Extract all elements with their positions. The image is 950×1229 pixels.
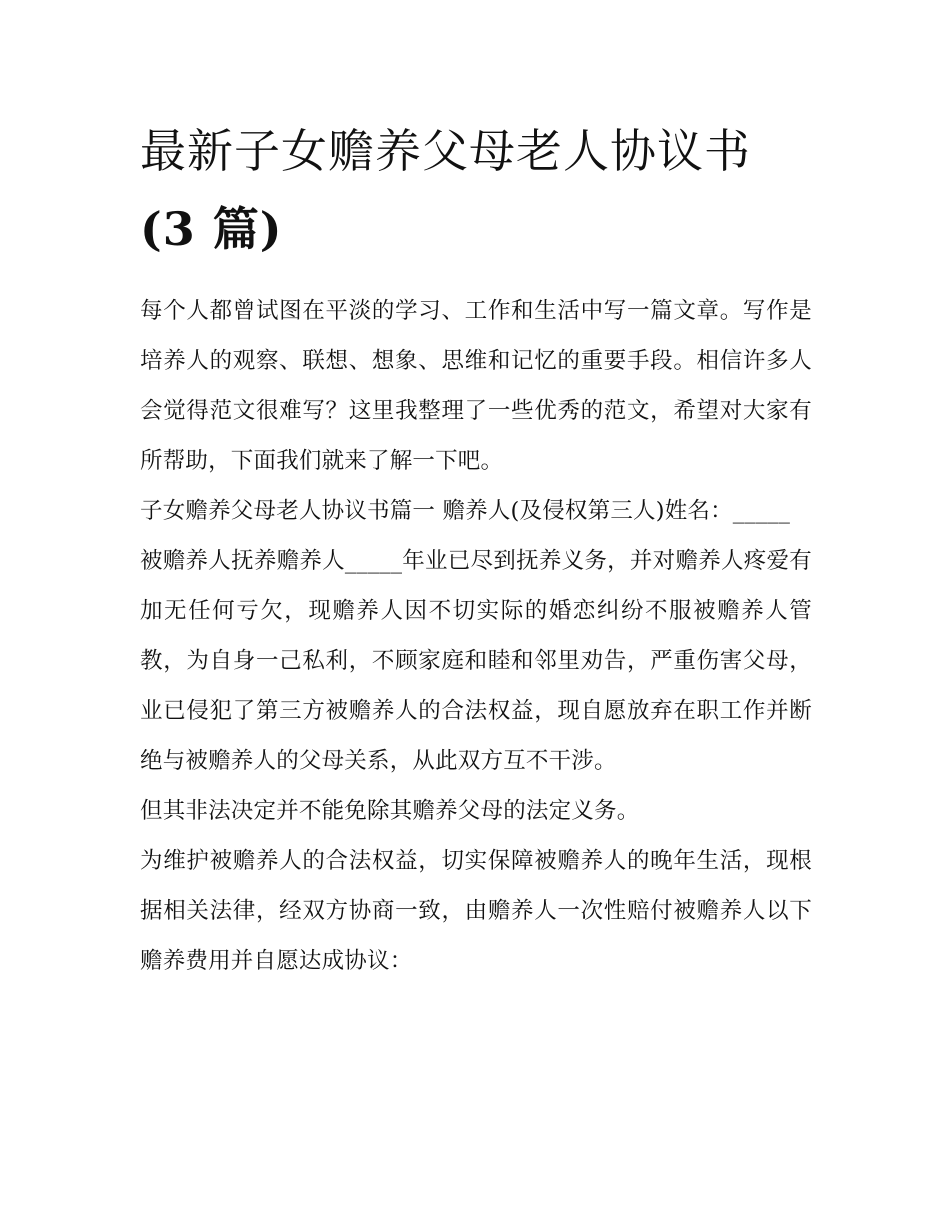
legal-duty-paragraph: 但其非法决定并不能免除其赡养父母的法定义务。 — [140, 798, 640, 824]
title-line-1: 最新子女赡养父母老人协议书 — [140, 124, 751, 178]
agreement-heading-paragraph: 子女赡养父母老人协议书篇一 赡养人(及侵权第三人)姓名：_____ — [140, 498, 791, 524]
obligation-paragraph: 被赡养人抚养赡养人_____年业已尽到抚养义务，并对赡养人疼爱有加无任何亏欠，现赡养人因不切实际的婚恋纠纷不服被赡养人管教，为自身一己私利，不顾家庭和睦和邻里劝告，严重伤害父母，业已侵犯了第三方被赡养人的合法权益，现自愿放弃在职工作并断绝与被赡养人的父母关系，从此双方互不干涉。 — [140, 548, 812, 774]
intro-paragraph: 每个人都曾试图在平淡的学习、工作和生活中写一篇文章。写作是培养人的观察、联想、想象、思维和记忆的重要手段。相信许多人会觉得范文很难写？这里我整理了一些优秀的范文，希望对大家有所帮助，下面我们就来了解一下吧。 — [140, 298, 812, 474]
document-title — [140, 112, 812, 268]
title-line-2: (3 篇) — [140, 202, 283, 256]
agreement-terms-paragraph: 为维护被赡养人的合法权益，切实保障被赡养人的晚年生活，现根据相关法律，经双方协商一致，由赡养人一次性赔付被赡养人以下赡养费用并自愿达成协议： — [140, 848, 812, 974]
document-body — [140, 112, 812, 986]
